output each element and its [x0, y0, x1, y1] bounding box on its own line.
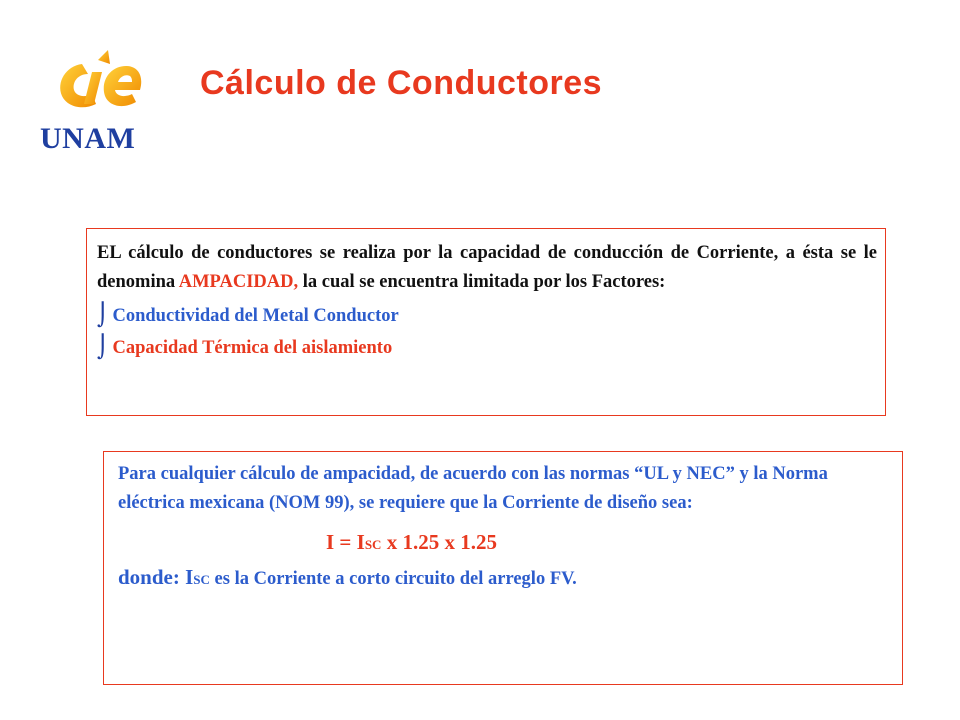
page-title: Cálculo de Conductores: [200, 64, 603, 102]
current-formula: [326, 530, 888, 555]
donde-definition: [118, 565, 888, 590]
bullet-mark-icon: ⌡: [97, 303, 109, 328]
factor-item: [97, 303, 877, 329]
donde-label: donde: I: [118, 565, 194, 589]
cie-logo-icon: [48, 36, 158, 126]
ampacidad-highlight: AMPACIDAD,: [178, 272, 299, 292]
formula-box: [103, 451, 903, 685]
donde-text: es la Corriente a corto circuito del arreglo FV.: [209, 569, 577, 589]
formula-prefix: I = I: [326, 530, 365, 554]
unam-label: UNAM: [40, 122, 136, 155]
definition-text-before: EL cálculo de conductores se realiza por la capacidad de conducción de Corriente, a ésta se le denomina: [97, 243, 877, 292]
factor-item: [97, 335, 877, 361]
definition-box: [86, 228, 886, 416]
definition-paragraph: [97, 239, 877, 297]
definition-text-after: la cual se encuentra limitada por los Factores:: [298, 272, 666, 292]
factor-label: Conductividad del Metal Conductor: [112, 306, 399, 326]
bullet-mark-icon: ⌡: [97, 335, 109, 360]
factor-label: Capacidad Térmica del aislamiento: [112, 338, 393, 358]
donde-subscript: SC: [193, 572, 210, 587]
formula-subscript: SC: [364, 537, 382, 552]
norms-paragraph: Para cualquier cálculo de ampacidad, de acuerdo con las normas “UL y NEC” y la Norma eléctrica mexicana (NOM 99), se requiere que la Corriente de diseño sea:: [118, 464, 828, 513]
formula-suffix: x 1.25 x 1.25: [381, 530, 497, 554]
